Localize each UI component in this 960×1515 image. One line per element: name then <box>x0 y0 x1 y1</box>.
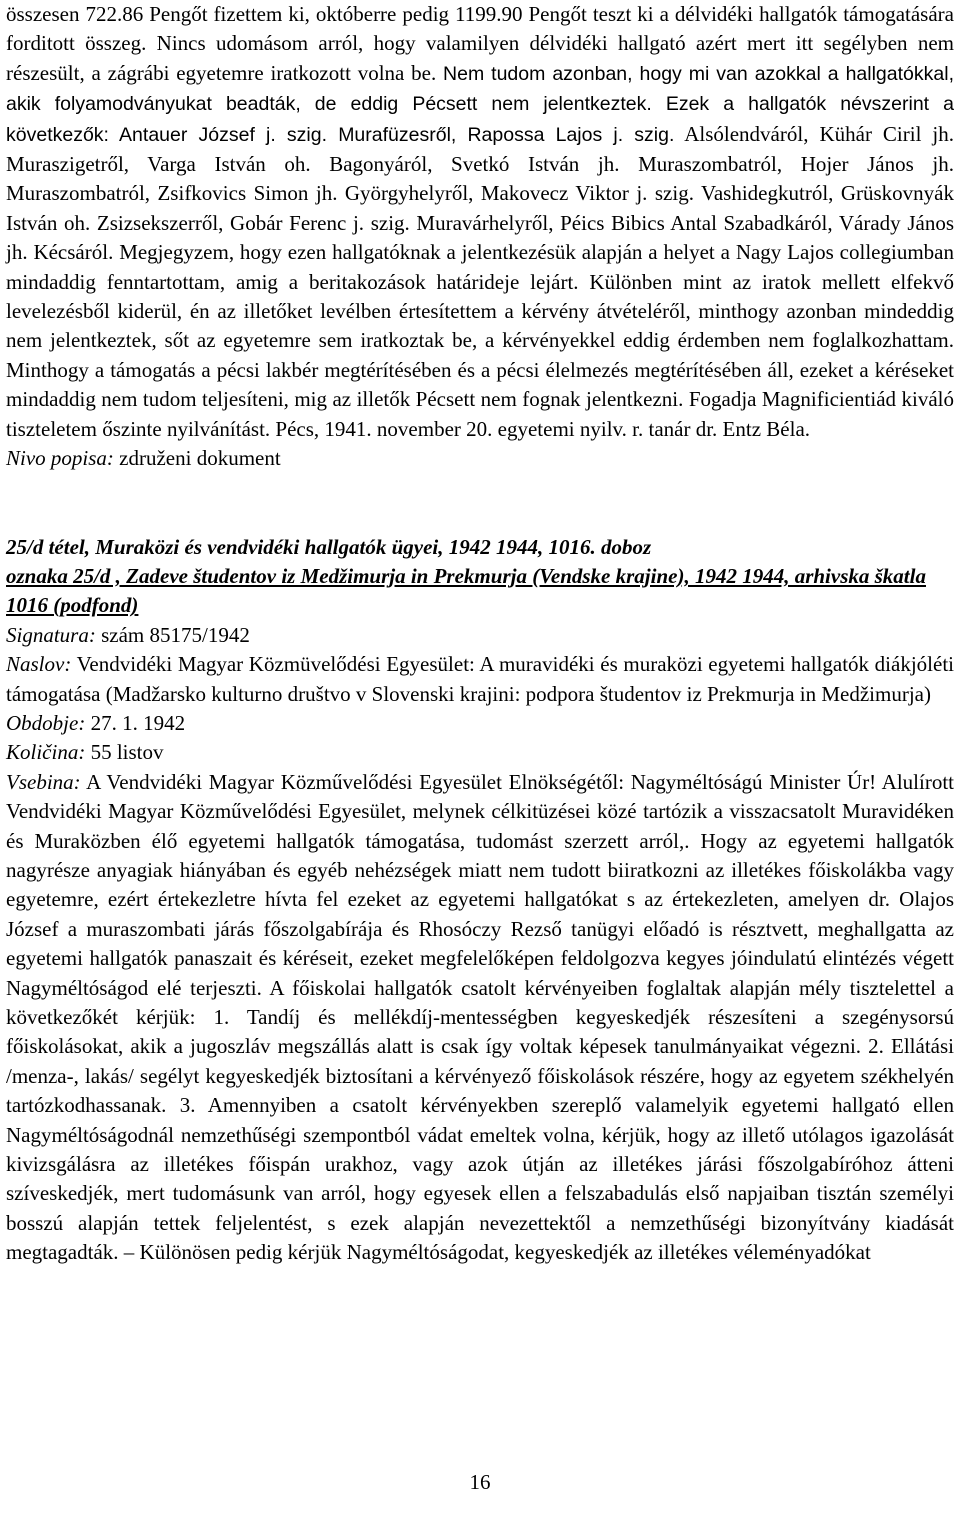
naslov-label: Naslov: <box>6 652 72 677</box>
nivo-popisa-line <box>6 444 954 473</box>
naslov-line <box>6 650 954 709</box>
signatura-line <box>6 621 954 650</box>
obdobje-label: Obdobje: <box>6 710 86 735</box>
kolicina-value: 55 listov <box>90 740 164 765</box>
nivo-popisa-label: Nivo popisa: <box>6 446 114 471</box>
section-spacer <box>6 474 954 533</box>
document-page <box>6 0 954 1268</box>
obdobje-value: 27. 1. 1942 <box>90 710 186 735</box>
oznaka-line: oznaka 25/d , Zadeve študentov iz Medžimurja in Prekmurja (Vendske krajine), 1942 1944, arhivska škatla 1016 (podfond) <box>6 563 926 618</box>
obdobje-line <box>6 709 954 738</box>
kolicina-label: Količina: <box>6 740 86 765</box>
section-heading: 25/d tétel, Muraközi és vendvidéki hallgatók ügyei, 1942 1944, 1016. doboz <box>6 534 652 559</box>
vsebina-paragraph <box>6 768 954 1268</box>
kolicina-line <box>6 738 954 767</box>
paragraph-text-sans: Nem tudom azonban, hogy mi van azokkal a hallgatókkal, akik folyamodványukat beadták, de eddig Pécsett nem jelentkeztek. Ezek a hallgatók névszerint a következők: Antauer József j. szig. Murafüzesről, Rapossa Lajos j. szig. <box>6 62 954 146</box>
signatura-value: szám 85175/1942 <box>101 622 250 647</box>
signatura-label: Signatura: <box>6 622 96 647</box>
page-number: 16 <box>469 1470 491 1494</box>
paragraph-text-serif-continued: Alsólendváról, Kühár Ciril jh. Muraszigetről, Varga István oh. Bagonyáról, Svetkó István jh. Muraszombatról, Hojer János jh. Muraszombatról, Zsifkovics Simon jh. Györgyhelyről, Makovecz Viktor j. szig. Vashidegkutról, Grüskovnyák István oh. Zsizsekszerről, Gobár Ferenc j. szig. Muravárhelyről, Péics Bibics Antal Szabadkáról, Várady János jh. Kécsáról. Megjegyzem, hogy ezen hallgatóknak a jelentkezésük alapján a helyet a Nagy Lajos collegiumban mindaddig fenntartottam, amig a beritakozások határideje lejárt. Különben mint az iratok mellett elfekvő levelezésből kiderül, én az illetőket levélben értesítettem a kérvény átvételéről, minthogy azonban mindeddig nem jelentkeztek, sőt az egyetemre sem iratkoztak be, a kérvényekkel eddig érdemben nem foglalkozhattam. Minthogy a támogatás a pécsi lakbér megtérítésében és a pécsi élelmezés megtérítésében áll, ezeket a kéréseket mindaddig nem tudom teljesíteni, mig az illetők Pécsett nem fognak jelentkezni. Fogadja Magnificientiád kiváló tiszteletem őszinte nyilvánítást. Pécs, 1941. november 20. egyetemi nyilv. r. tanár dr. Entz Béla. <box>6 121 955 441</box>
vsebina-label: Vsebina: <box>6 769 81 794</box>
paragraph-text-serif: összesen 722.86 Pengőt fizettem ki, októberre pedig 1199.90 Pengőt teszt ki a délvidéki hallgatók támogatására forditott összeg. Nincs udomásom arról, hogy valamilyen délvidéki hallgató azért mert itt segélyben nem részesült, a zágrábi egyetemre iratkozott volna be. <box>6 2 954 85</box>
body-paragraph <box>6 0 954 444</box>
naslov-value: Vendvidéki Magyar Közmüvelődési Egyesület: A muravidéki és muraközi egyetemi hallgatók diákjóléti támogatása (Madžarsko kulturno društvo v Slovenski krajini: podpora študentov iz Prekmurja in Medžimurja) <box>6 652 954 706</box>
nivo-popisa-value: združeni dokument <box>119 446 281 471</box>
vsebina-value: A Vendvidéki Magyar Közművelődési Egyesület Elnökségétől: Nagyméltóságú Minister Úr! Alulírott Vendvidéki Magyar Közművelődési Egyesület, melynek célkitüzései közé tartózik a visszacsatolt Muravidéken és Muraközben élő egyetemi hallgatók támogatása, tudomást szerzett arról,. Hogy az egyetemi hallgatók nagyrésze anyagiak hiányában és egyéb nehézségek miatt nem tudott biiratkozni az illetékes főiskolákba vagy egyetemre, ezért értekezletre hívta fel ezeket az egyetemi hallgatókat s az értekezleten, amelyen dr. Olajos József a muraszombati járás főszolgabírája és Rhosóczy Rezső tanügyi előadó is résztvett, meghallgatta az egyetemi hallgatók panaszait és kéréseit, ezeket megfelelőképen feldolgozva kegyes jóindulatú elintézés végett Nagyméltóságod elé terjeszti. A főiskolai hallgatók csatolt kérvényeiben foglaltak alapján mély tisztelettel a következőkét kérjük: 1. Tandíj és mellékdíj-mentességben kegyeskedjék részesíteni a szegénysorsú főiskolásokat, akik a jugoszláv megszállás alatt is csak így voltak képesek tanulmányaikat végezni. 2. Ellátási /menza-, lakás/ segélyt kegyeskedjék biztosítani a kérvényező főiskolások részére, hogy az egyetem székhelyén tartózkodhassanak. 3. Amennyiben a csatolt kérvényekben szereplő valamelyik egyetemi hallgató ellen Nagyméltóságodnál nemzethűségi szempontból vádat emeltek volna, kérjük, hogy az illető utólagos igazolását kivizsgálásra az illetékes főispán urakhoz, vagy azok útján az illetékes járási főszolgabíróhoz átteni szíveskedjék, mert tudomásunk van arról, hogy egyesek ellen a felszabadulás első napjaiban tisztán személyi bosszú alapján tettek feljelentést, s ezek alapján nevezettektől a nemzethűségi bizonyítvány kiadását megtagadták. – Különösen pedig kérjük Nagyméltóságodat, kegyeskedjék az illetékes véleményadókat <box>6 769 955 1265</box>
